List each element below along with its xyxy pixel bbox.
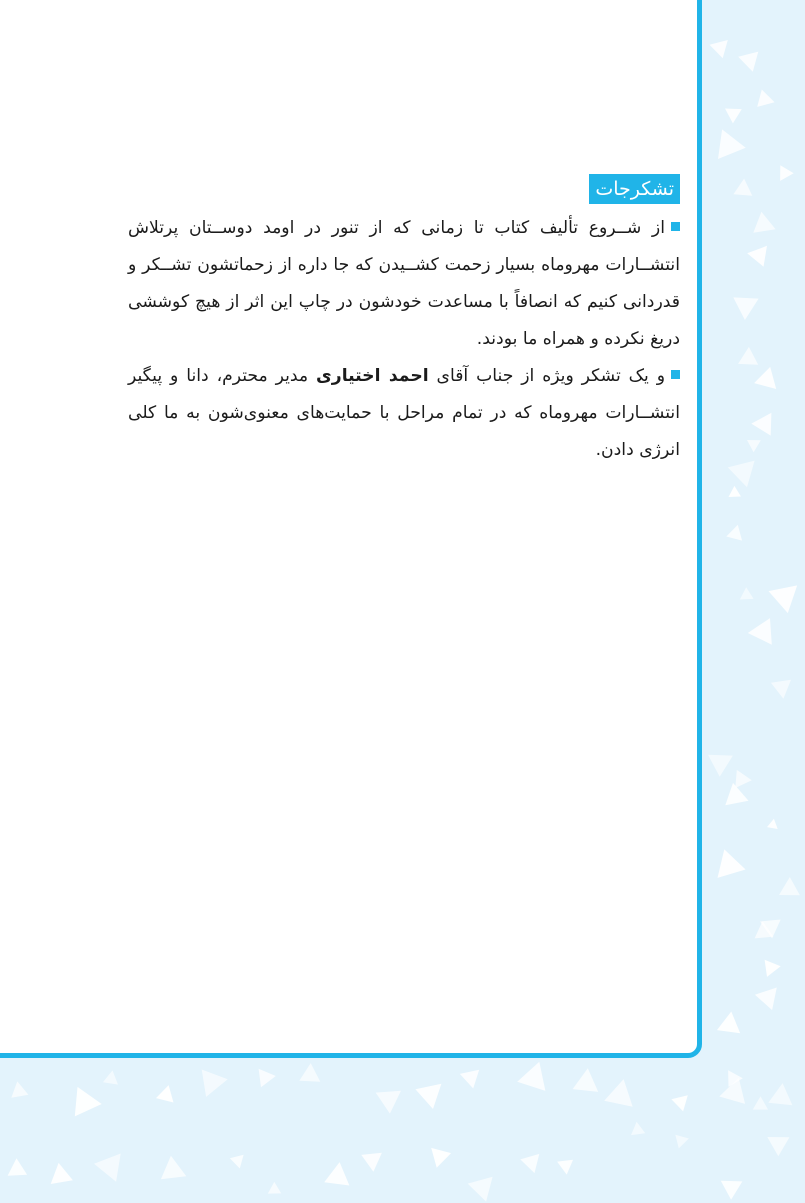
pattern-triangle — [738, 52, 758, 72]
pattern-triangle — [721, 1181, 743, 1200]
pattern-triangle — [11, 1081, 28, 1097]
pattern-triangle — [769, 585, 798, 613]
pattern-triangle — [604, 1079, 633, 1107]
pattern-triangle — [767, 1137, 789, 1156]
pattern-triangle — [557, 1160, 573, 1175]
pattern-triangle — [517, 1062, 545, 1091]
pattern-triangle — [8, 1158, 28, 1175]
pattern-triangle — [779, 877, 800, 895]
pattern-triangle — [161, 1156, 186, 1180]
pattern-triangle — [376, 1091, 401, 1114]
pattern-triangle — [729, 486, 742, 497]
pattern-triangle — [75, 1087, 102, 1117]
paragraph-2-after: مدیر محترم، دانا و پیگیر انتشــارات مهروماه که در تمام مراحل با حمایت‌های معنوی‌شون به ما کلی انرژی دادن. — [128, 366, 680, 460]
pattern-triangle — [755, 988, 777, 1011]
paragraph-2-before: و یک تشکر ویژه از جناب آقای — [436, 366, 666, 386]
pattern-triangle — [631, 1122, 645, 1135]
pattern-triangle — [717, 1012, 740, 1034]
pattern-triangle — [780, 165, 794, 181]
pattern-triangle — [728, 461, 755, 488]
pattern-triangle — [753, 1096, 768, 1109]
pattern-triangle — [757, 90, 774, 107]
square-bullet-icon — [671, 222, 680, 231]
pattern-triangle — [751, 413, 771, 436]
pattern-triangle — [431, 1148, 451, 1168]
pattern-triangle — [415, 1084, 441, 1109]
acknowledgements-section — [128, 174, 680, 469]
pattern-triangle — [754, 367, 776, 389]
pattern-triangle — [94, 1154, 121, 1182]
pattern-triangle — [733, 297, 758, 320]
manager-name: احمد اختیاری — [316, 366, 429, 386]
pattern-triangle — [747, 440, 761, 452]
pattern-triangle — [299, 1063, 320, 1082]
paragraph-1-text: از شــروع تألیف کتاب تا زمانی که از تنور در اومد دوســتان پرتلاش انتشــارات مهروماه بسیار زحمت کشــیدن که جا داره از زحماتشون تشــکر و قدردانی کنیم که انصافاً با مساعدت خودشون در چاپ این اثر از هیچ کوششی دریغ نکرده و همراه ما بودند. — [128, 218, 680, 349]
square-bullet-icon — [671, 370, 680, 379]
pattern-triangle — [718, 129, 746, 159]
section-heading: تشکرجات — [589, 174, 680, 204]
pattern-triangle — [520, 1154, 539, 1173]
pattern-triangle — [675, 1135, 689, 1149]
pattern-triangle — [710, 40, 728, 58]
pattern-triangle — [725, 109, 742, 124]
pattern-triangle — [573, 1068, 599, 1092]
pattern-triangle — [230, 1155, 244, 1169]
pattern-triangle — [748, 618, 772, 645]
pattern-triangle — [202, 1070, 228, 1097]
pattern-triangle — [718, 849, 746, 878]
pattern-triangle — [767, 819, 778, 829]
pattern-triangle — [765, 960, 781, 977]
pattern-triangle — [51, 1163, 73, 1184]
pattern-triangle — [268, 1182, 281, 1194]
pattern-triangle — [768, 1083, 792, 1105]
pattern-triangle — [671, 1095, 687, 1111]
pattern-triangle — [259, 1069, 276, 1087]
pattern-triangle — [771, 680, 791, 699]
pattern-triangle — [726, 525, 742, 541]
pattern-triangle — [733, 179, 752, 196]
pattern-triangle — [735, 770, 752, 788]
pattern-triangle — [708, 755, 733, 777]
pattern-triangle — [156, 1085, 174, 1102]
pattern-triangle — [103, 1070, 118, 1084]
pattern-triangle — [324, 1162, 349, 1185]
pattern-triangle — [460, 1070, 479, 1089]
paragraph-1 — [128, 210, 680, 358]
pattern-triangle — [740, 587, 754, 599]
pattern-triangle — [747, 246, 767, 267]
pattern-triangle — [738, 347, 758, 365]
paragraph-2 — [128, 358, 680, 469]
pattern-triangle — [468, 1177, 493, 1202]
pattern-triangle — [753, 212, 775, 233]
pattern-triangle — [361, 1153, 382, 1172]
